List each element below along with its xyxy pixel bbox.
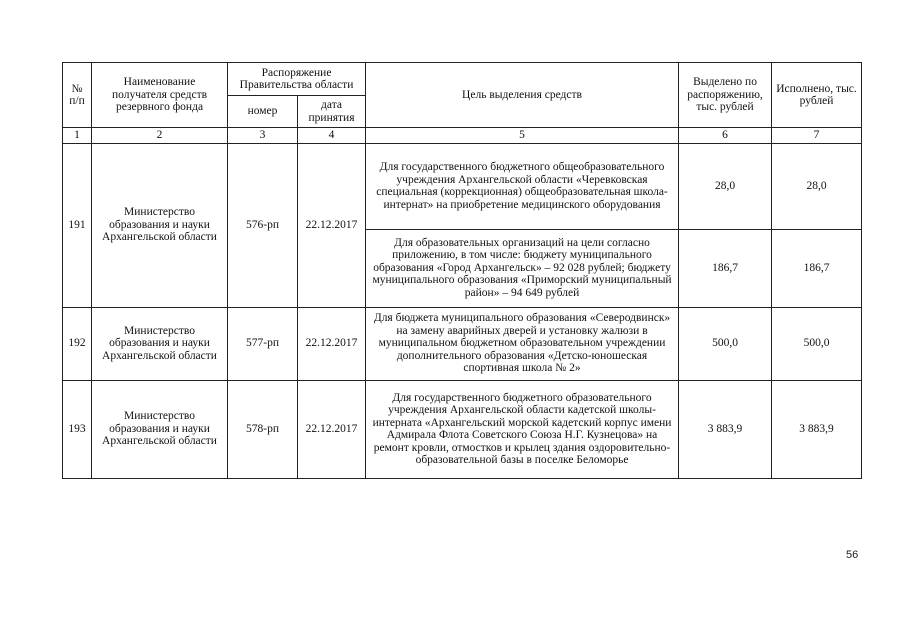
header-allocated: Выделено по распоряжению, тыс. рублей: [679, 63, 772, 128]
report-table: [62, 62, 862, 479]
order-number-cell: 578-рп: [228, 380, 298, 478]
order-date-cell: 22.12.2017: [298, 307, 366, 380]
header-recipient: Наименование получателя средств резервного фонда: [92, 63, 228, 128]
column-number: 7: [772, 128, 862, 144]
order-number-cell: 577-рп: [228, 307, 298, 380]
order-date-cell: 22.12.2017: [298, 143, 366, 307]
allocated-cell: 28,0: [679, 143, 772, 229]
column-number: 2: [92, 128, 228, 144]
header-order-date: дата принятия: [298, 96, 366, 128]
allocated-cell: 186,7: [679, 229, 772, 307]
allocated-cell: 3 883,9: [679, 380, 772, 478]
purpose-cell: Для государственного бюджетного образовательного учреждения Архангельской области кадетской школы-интерната «Архангельский морской кадетский корпус имени Адмирала Флота Советского Союза Н.Г. Кузнецова» на ремонт кровли, отмостков и крылец здания оздоровительно-образовательной базы в поселке Беломорье: [366, 380, 679, 478]
executed-cell: 28,0: [772, 143, 862, 229]
header-no: № п/п: [63, 63, 92, 128]
column-number: 6: [679, 128, 772, 144]
column-number: 4: [298, 128, 366, 144]
header-order-number: номер: [228, 96, 298, 128]
order-number-cell: 576-рп: [228, 143, 298, 307]
executed-cell: 3 883,9: [772, 380, 862, 478]
column-number: 1: [63, 128, 92, 144]
row-number: 192: [63, 307, 92, 380]
allocated-cell: 500,0: [679, 307, 772, 380]
column-number: 3: [228, 128, 298, 144]
executed-cell: 500,0: [772, 307, 862, 380]
header-order: Распоряжение Правительства области: [228, 63, 366, 96]
executed-cell: 186,7: [772, 229, 862, 307]
header-purpose: Цель выделения средств: [366, 63, 679, 128]
recipient-cell: Министерство образования и науки Архангельской области: [92, 143, 228, 307]
recipient-cell: Министерство образования и науки Архангельской области: [92, 380, 228, 478]
page-number: 56: [846, 549, 859, 561]
row-number: 193: [63, 380, 92, 478]
purpose-cell: Для образовательных организаций на цели согласно приложению, в том числе: бюджету муниципального образования «Город Архангельск» – 92 028 рублей; бюджету муниципального образования «Приморский муниципальный район» – 94 649 рублей: [366, 229, 679, 307]
header-executed: Исполнено, тыс. рублей: [772, 63, 862, 128]
purpose-cell: Для бюджета муниципального образования «Северодвинск» на замену аварийных дверей и установку жалюзи в муниципальном бюджетном образовательном учреждении дополнительного образования «Детско-юношеская спортивная школа № 2»: [366, 307, 679, 380]
recipient-cell: Министерство образования и науки Архангельской области: [92, 307, 228, 380]
order-date-cell: 22.12.2017: [298, 380, 366, 478]
column-number: 5: [366, 128, 679, 144]
purpose-cell: Для государственного бюджетного общеобразовательного учреждения Архангельской области «Черевковская специальная (коррекционная) общеобразовательная школа-интернат» на приобретение медицинского оборудования: [366, 143, 679, 229]
row-number: 191: [63, 143, 92, 307]
